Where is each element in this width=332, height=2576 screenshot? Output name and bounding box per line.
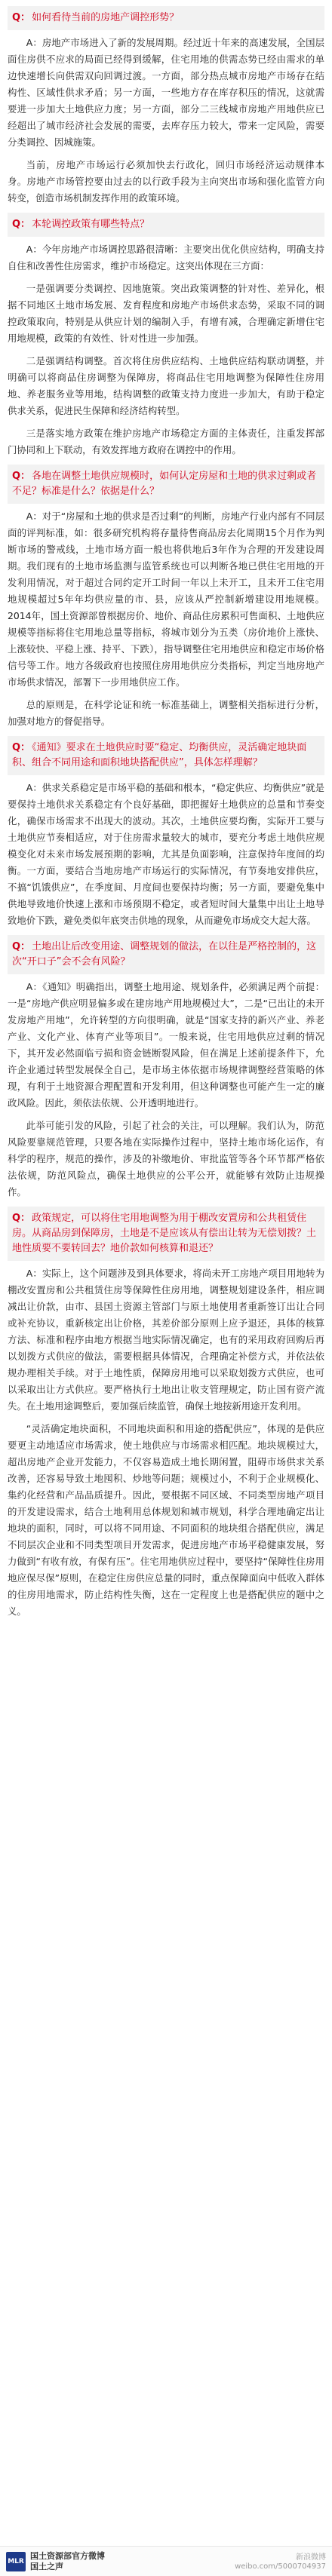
answer-paragraph: 一是强调要分类调控、因地施策。突出政策调整的针对性、差异化，根据不同地区土地市场发展、发育程度和房地产市场供求态势，采取不同的调控政策取向，特别是从供应计划的编制入手，有增有减，合理确定新增住宅用地规模，政策的有效性、针对性进一步加强。: [8, 283, 324, 344]
question-text: 《通知》要求在土地供应时要“稳定、均衡供应，灵活确定地块面积、组合不同用途和面积地块搭配供应”，具体怎样理解？: [12, 742, 307, 768]
qa-list: [8, 6, 324, 1620]
qa-section: [8, 1207, 324, 1620]
qa-section: [8, 6, 324, 207]
footer-text: [30, 2551, 105, 2572]
answer-paragraph: “灵活确定地块面积，不同地块面积和用途的搭配供应”，体现的是供应要更主动地适应市场需求，使土地供应与市场需求相匹配。地块规模过大，超出房地产企业开发能力，不仅容易造成土地长期闲置，阻碍市场供求关系改善，还容易导致土地囤积、炒地等问题；规模过小，不利于企业规模化、集约化经营和产品品质提升。因此，要根据不同区域、不同类型房地产项目的开发建设需求，结合土地利用总体规划和城市规划，科学合理地确定出让地块的面积，同时，可以将不同用途、不同面积的地块组合搭配供应，满足不同层次企业和不同类型项目开发需求，促进房地产市场平稳健康发展，努力做到“有收有放，有保有压”。住宅用地供应过程中，要坚持“保障性住房用地应保尽保”原则，在稳定住房供应总量的同时，重点保障面向中低收入群体的住房用地需求，防止结构性失衡，这在一定程度上也是搭配供应的题中之义。: [8, 1423, 324, 1617]
answer-paragraph: A：对于“房屋和土地的供求是否过剩”的判断，房地产行业内部有不同层面的评判标准，如：很多研究机构将存量待售商品房去化周期15个月作为判断市场的警戒线，土地市场方面一般也将供地后3年作为合理的开发建设周期。我们现有的土地市场监测与监管系统也可以判断各地已供住宅用地的开发利用情况，对于超过合同约定开工时间一年以上未开工，且未开工住宅用地规模超过5年年均供应量的市、县，应该从严控制新增建设用地规模。2014年，国土资源部曾根据房价、地价、商品住房累积可售面积、土地供应规模等指标将住宅用地总量等指标，将城市划分为五类（房价地价上涨快、上涨较快、平稳上涨、持平、下跌），指导调整住宅用地供应和稳定市场价格信号等工作。地方各级政府也按照住房用地供应分类指标，判定当地房地产市场供求情况，部署下一步用地供应工作。: [8, 511, 324, 688]
question-heading: [8, 935, 324, 974]
question-text: 本轮调控政策有哪些特点？: [32, 219, 150, 230]
question-marker: Q：: [12, 219, 31, 230]
question-heading: [8, 1207, 324, 1261]
question-marker: Q：: [12, 1213, 31, 1224]
answer-paragraph: 当前，房地产市场运行必须加快去行政化，回归市场经济运动规律本身。房地产市场管控要由过去的以行政手段为主向突出市场和强化监管方向转变，创造市场机制发挥作用的政策环境。: [8, 159, 324, 204]
answer-paragraph: 三是落实地方政策在维护房地产市场稳定方面的主体责任，注重发挥部门协同和上下联动，有效发挥地方政府在调控中的作用。: [8, 428, 324, 455]
qa-section: [8, 465, 324, 730]
footer-line-1: 国土资源部官方微博: [30, 2550, 105, 2561]
answer-paragraph: A：实际上，这个问题涉及到具体要求，将尚未开工房地产项目用地转为棚改安置房和公共租赁住房等保障性住房用地，调整规划建设条件，相应调减出让价款，由市、县国土资源主管部门与原土地使用者重新签订出让合同或补充协议，重新核定出让价格，其差价部分原则上应予退还，具体的核算方法、标准和程序由地方根据当地实际情况确定，也有的采用政府回购后再以划拨方式供应的做法，需要根据具体情况，合理确定补偿方式，并依法依规办理相关手续。对于土地性质，保障房用地可以采取划拨方式供应，也可以采取出让方式供应。要严格执行土地出让收支管理规定，防止国有资产流失。在土地用途调整后，要加强后续监管，确保土地按新用途开发利用。: [8, 1268, 324, 1412]
answer-paragraph: A：今年房地产市场调控思路很清晰：主要突出优化供应结构，明确支持自住和改善性住房需求，维护市场稳定。这突出体现在三方面：: [8, 244, 324, 271]
question-marker: Q：: [12, 471, 31, 482]
answer-paragraph: 此举可能引发的风险，引起了社会的关注，可以理解。我们认为，防范风险要靠规范管理，只要各地在实际操作过程中，坚持土地市场化运作，有科学的程序，规范的操作，涉及的补缴地价、审批监管等各个环节都严格依法依规，防范风险点，确保土地供应的公平公开，就能够有效防止违规操作。: [8, 1120, 324, 1198]
watermark-line-2: weibo.com/5000704937: [235, 2562, 326, 2571]
question-marker: Q：: [12, 742, 31, 753]
answer-paragraph: A：房地产市场进入了新的发展周期。经过近十年来的高速发展，全国层面住房供不应求的局面已经得到缓解，住宅用地的供需态势已经由需求的单边快速增长向供需双向回调过渡。一方面，部分热点城市房地产市场存在结构性、区域性供求矛盾；另一方面，一些地方存在库存积压的情况，这就需要进一步加大土地供应力度；另一方面，部分二三线城市房地产用地供应已经超出了城市经济社会发展的需要，去库存压力较大，带来一定风险，需要分类调控、因城施策。: [8, 37, 324, 148]
question-heading: [8, 736, 324, 775]
answer-paragraph: 二是强调结构调整。首次将住房供应结构、土地供应结构联动调整，并明确可以将商品住房调整为保障房，将商品住宅用地调整为保障性住房用地、养老服务业等用地，结构调整的政策支持力度进一步加大，有助于稳定供求关系，促进民生保障和经济结构转型。: [8, 355, 324, 416]
question-text: 土地出让后改变用途、调整规划的做法，在以往是严格控制的，这次“开口子”会不会有风险？: [12, 941, 317, 968]
question-text: 政策规定，可以将住宅用地调整为用于棚改安置房和公共租赁住房。从商品房到保障房，土地是不是应该从有偿出让转为无偿划拨？土地性质要不要转回去？地价款如何核算和退还？: [12, 1213, 317, 1254]
answer-paragraph: A：《通知》明确指出，调整土地用途、规划条件，必须满足两个前提：一是“房地产供应明显偏多或在建房地产用地规模过大”，二是“已出让的未开发房地产用地”，允许转型的方向很明确，就是“国家支持的新兴产业、养老产业、文化产业、体育产业等项目”。一般来说，住宅用地供应过剩的情况下，其开发必然面临亏损和资金链断裂风险，但在满足上述前提条件下，允许企业通过转型发展保全自己，是市场主体依据市场规律调整经营策略的体现，有利于土地资源合理配置和开发利用，但这种调整也可能产生一定的廉政风险。因此，须依法依规、公开透明地进行。: [8, 981, 324, 1109]
question-text: 各地在调整土地供应规模时，如何认定房屋和土地的供求过剩或者不足？标准是什么？依据是什么？: [12, 471, 317, 497]
question-marker: Q：: [12, 12, 31, 23]
answer-paragraph: 总的原则是，在科学论证和统一标准基础上，调整相关指标进行分析，加强对地方的督促指导。: [8, 699, 324, 727]
qa-section: [8, 736, 324, 929]
question-marker: Q：: [12, 941, 31, 952]
qa-section: [8, 935, 324, 1201]
mlr-logo-icon: MLR: [6, 2552, 26, 2571]
weibo-watermark: [235, 2553, 326, 2571]
article-page: [0, 6, 332, 2576]
footer-line-2: 国土之声: [30, 2561, 63, 2571]
footer-bar: [0, 2546, 332, 2576]
qa-section: [8, 213, 324, 458]
watermark-line-1: 新浪微博: [296, 2553, 326, 2562]
question-text: 如何看待当前的房地产调控形势？: [32, 12, 180, 23]
answer-paragraph: A：供求关系稳定是市场平稳的基础和根本，“稳定供应、均衡供应”就是要保持土地供求关系稳定有个良好基础，即把握好土地供应的总量和节奏变化，确保市场需求不出现大的波动。其次，土地供应要均衡，实际开工要与土地供应节奏相适应，对于住房需求量较大的城市，要充分考虑土地供应规模变化对未来市场发展预期的影响，尤其是负面影响，注意保持年度间的均衡。一方面，要结合当地房地产市场运行的实际情况，有节奏地安排供应，不搞“饥饿供应”，在季度间、月度间也要保持均衡；另一方面，要避免集中供地导致地价快速上涨和市场预期不稳定，或者短时间大量集中出让土地导致地价下跌，避免类似年底突击供地的现象，从而避免市场成交大起大落。: [8, 782, 324, 926]
question-heading: [8, 213, 324, 237]
question-heading: [8, 465, 324, 504]
question-heading: [8, 6, 324, 30]
